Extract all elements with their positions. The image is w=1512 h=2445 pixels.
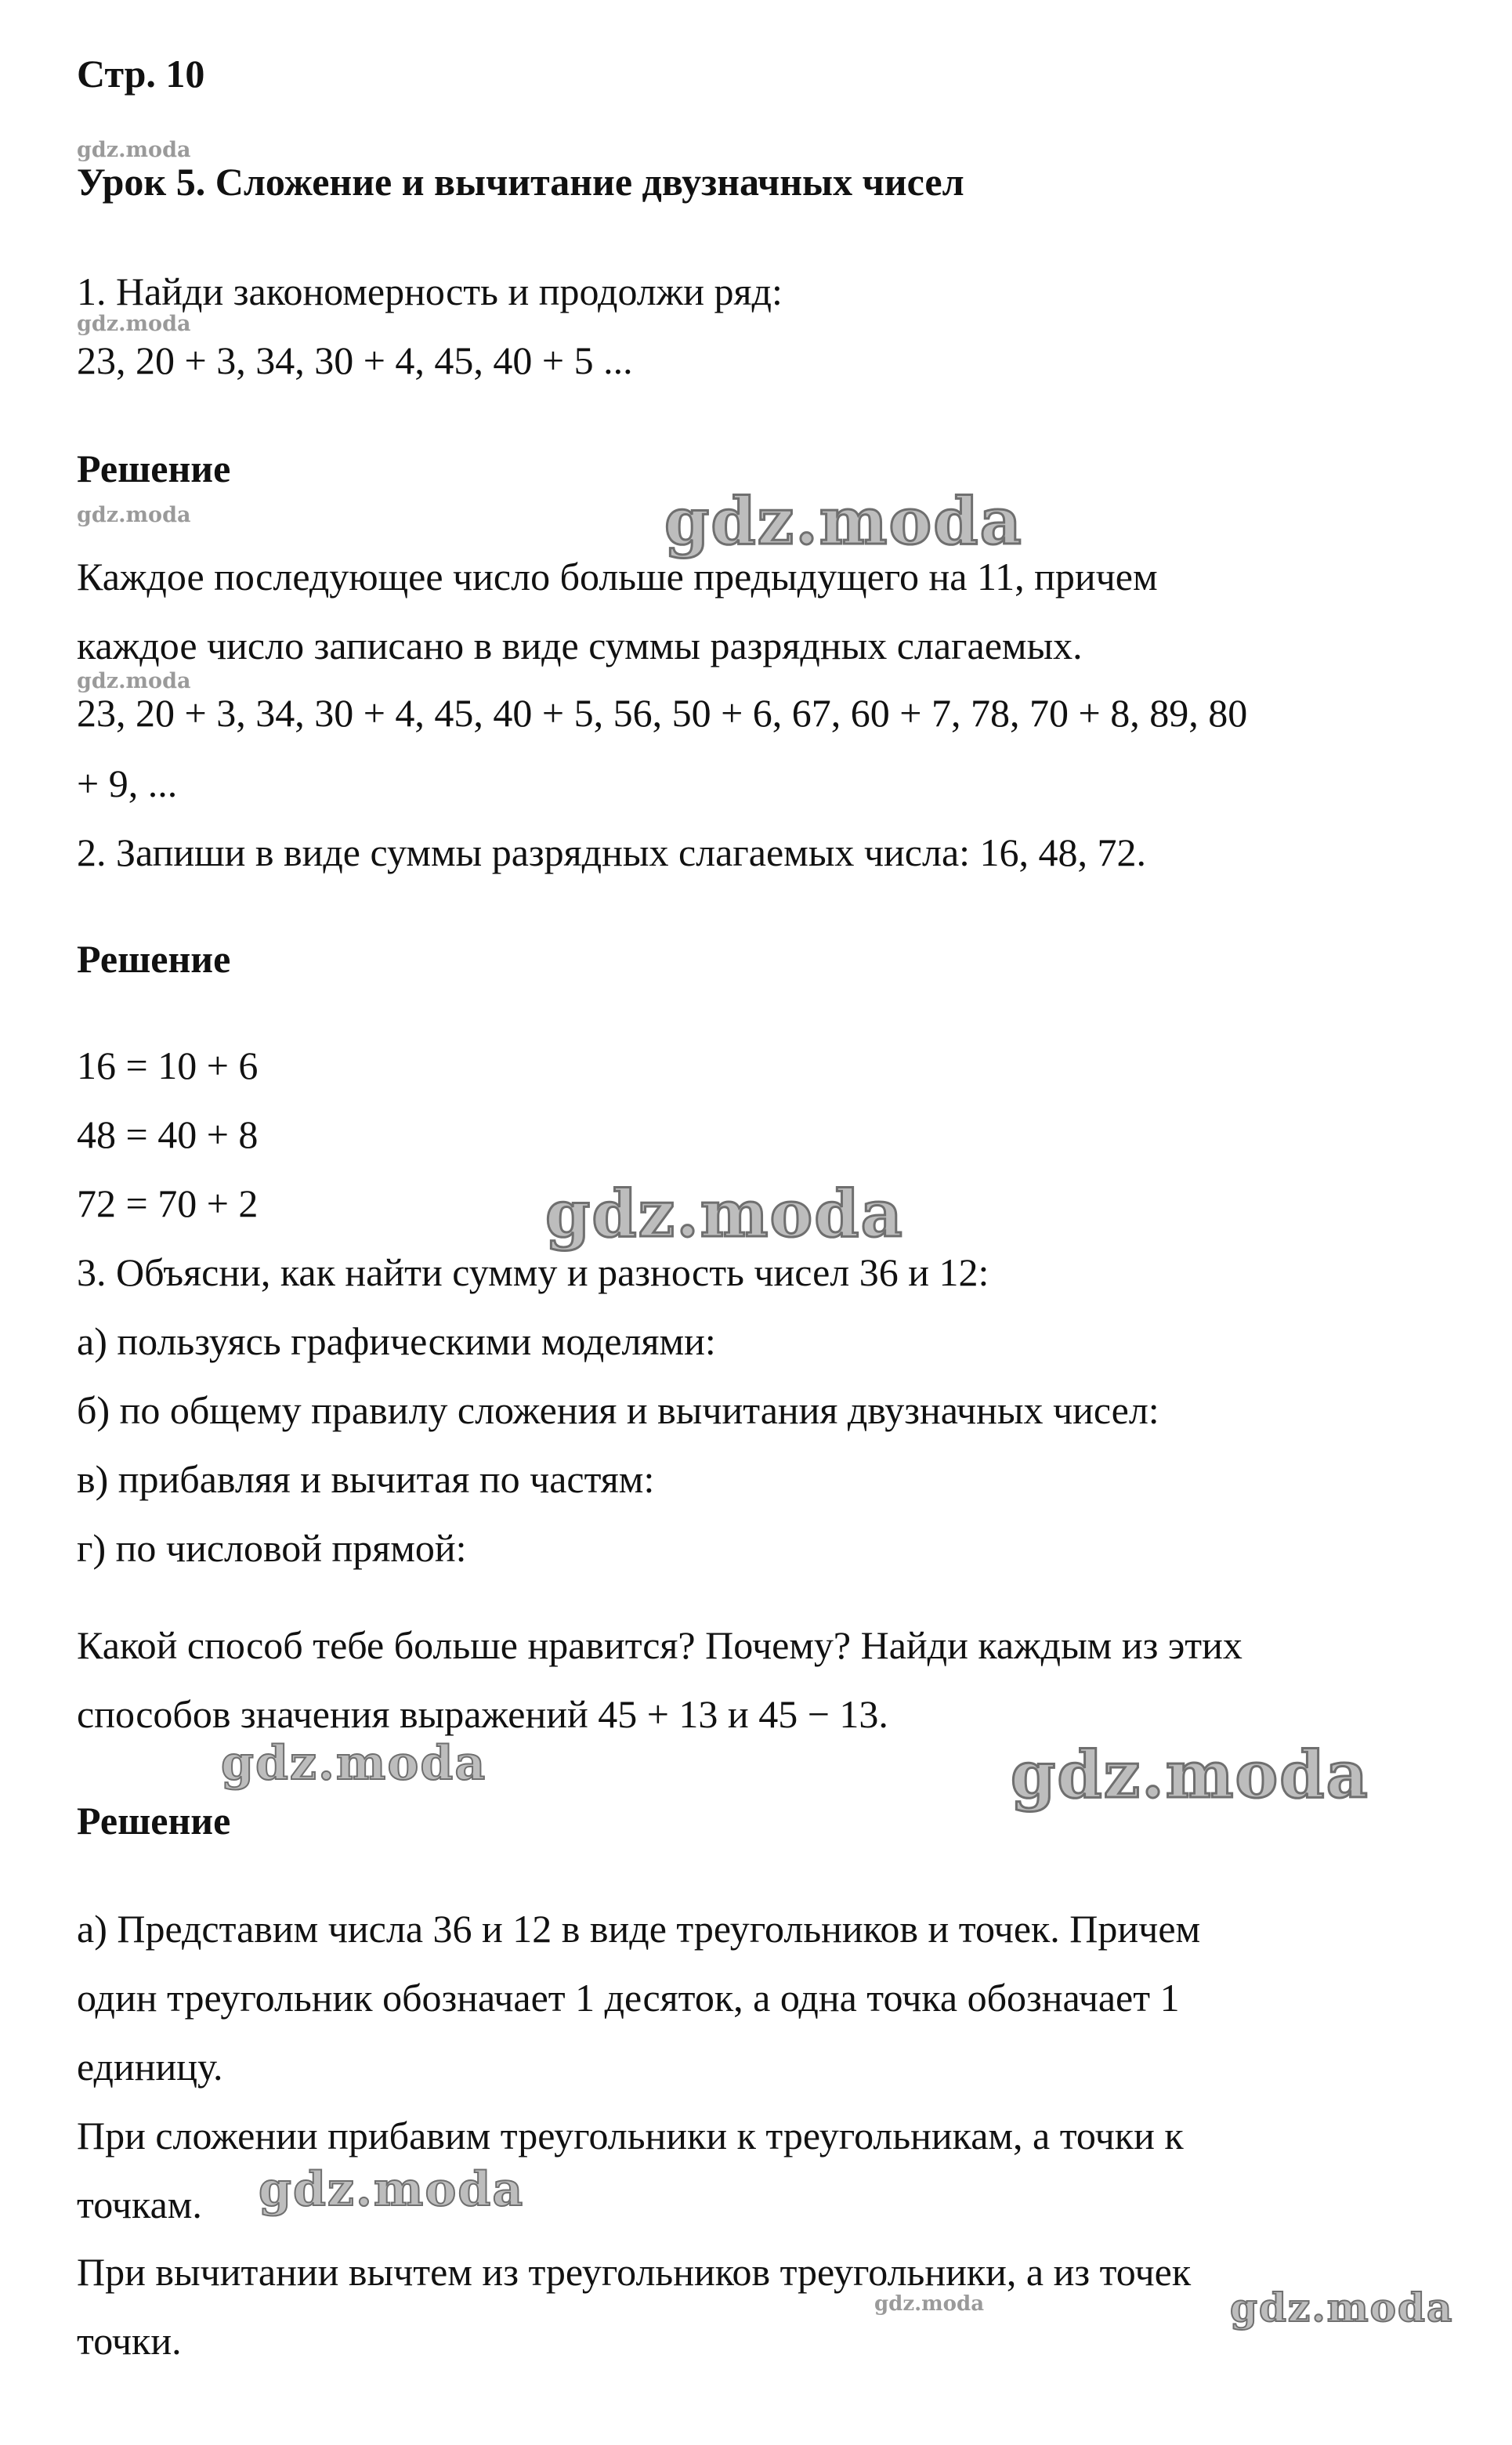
task2-solution-heading: Решение [77,937,231,981]
task3-option: в) прибавляя и вычитая по частям: [77,1457,655,1501]
lesson-title: Урок 5. Сложение и вычитание двузначных чисел [77,160,964,204]
watermark: gdz.moda [77,138,191,162]
task1-solution-line: каждое число записано в виде суммы разрядных слагаемых. [77,624,1083,667]
watermark-large: gdz.moda [664,484,1023,559]
watermark: gdz.moda [77,669,191,693]
task2-prompt: 2. Запиши в виде суммы разрядных слагаемых числа: 16, 48, 72. [77,830,1147,874]
task1-prompt: 1. Найди закономерность и продолжи ряд: [77,269,783,313]
task3-solution-line: а) Представим числа 36 и 12 в виде треугольников и точек. Причем [77,1907,1201,1951]
task1-series: 23, 20 + 3, 34, 30 + 4, 45, 40 + 5 ... [77,338,633,382]
task2-solution-line: 72 = 70 + 2 [77,1181,259,1225]
task1-solution-line: Каждое последующее число больше предыдущего на 11, причем [77,555,1158,599]
page-label: Стр. 10 [77,52,205,96]
task3-solution-heading: Решение [77,1799,231,1843]
task2-solution-line: 48 = 40 + 8 [77,1112,259,1156]
task3-option: г) по числовой прямой: [77,1526,467,1570]
task3-question: Какой способ тебе больше нравится? Почему? Найди каждым из этих [77,1623,1243,1667]
watermark-large: gdz.moda [1230,2284,1454,2331]
watermark-large: gdz.moda [1011,1738,1369,1813]
task3-solution-line: При сложении прибавим треугольники к треугольникам, а точки к [77,2114,1184,2157]
task3-solution-line: точкам. [77,2183,202,2226]
watermark: gdz.moda [77,312,191,336]
task3-question: способов значения выражений 45 + 13 и 45 − 13. [77,1692,888,1736]
task2-solution-line: 16 = 10 + 6 [77,1043,259,1087]
watermark-large: gdz.moda [259,2162,525,2217]
watermark: gdz.moda [874,2292,985,2316]
task3-option: а) пользуясь графическими моделями: [77,1319,716,1363]
watermark-large: gdz.moda [545,1177,904,1252]
task3-solution-line: единицу. [77,2045,223,2089]
task3-option: б) по общему правилу сложения и вычитания двузначных чисел: [77,1388,1159,1432]
task1-solution-line: 23, 20 + 3, 34, 30 + 4, 45, 40 + 5, 56, 50 + 6, 67, 60 + 7, 78, 70 + 8, 89, 80 [77,691,1248,735]
task3-solution-line: При вычитании вычтем из треугольников треугольники, а из точек [77,2250,1192,2294]
task1-solution-heading: Решение [77,447,231,490]
task3-solution-line: один треугольник обозначает 1 десяток, а одна точка обозначает 1 [77,1976,1180,2020]
watermark-large: gdz.moda [221,1736,487,1791]
watermark: gdz.moda [77,503,191,527]
task3-prompt: 3. Объясни, как найти сумму и разность чисел 36 и 12: [77,1250,989,1294]
task1-solution-line: + 9, ... [77,761,178,805]
task3-solution-line: точки. [77,2319,182,2363]
